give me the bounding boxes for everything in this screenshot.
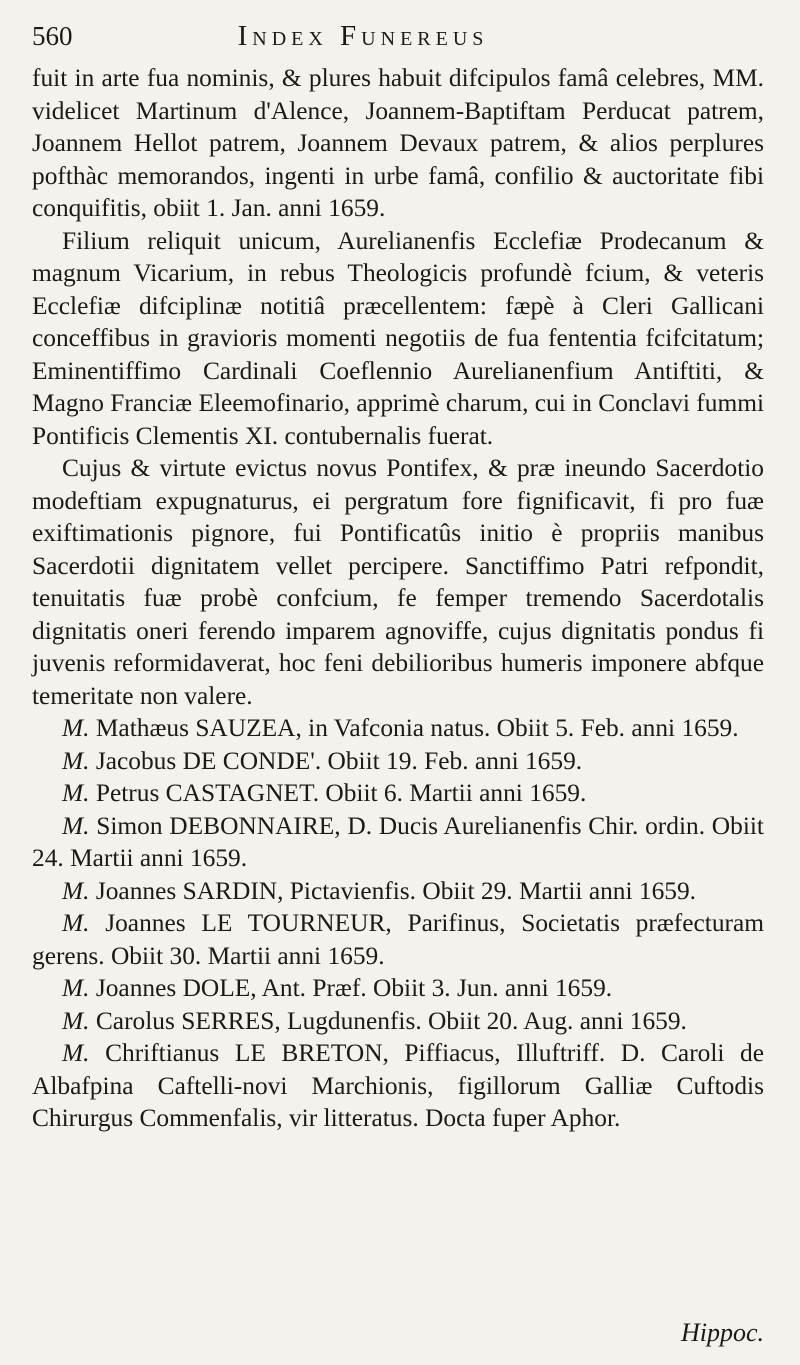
obituary-entry — [32, 972, 764, 1005]
paragraph: Filium reliquit unicum, Aurelianenfis Ecclefiæ Prodecanum & magnum Vicarium, in rebus Theologicis profundè fcium, & veteris Ecclefiæ difciplinæ notitiâ præcellentem: fæpè à Cleri Gallicani conceffibus in gravioris momenti negotiis de fua fententia fcifcitatum; Eminentiffimo Cardinali Coeflennio Aurelianenfium Antiftiti, & Magno Franciæ Eleemofinario, apprimè charum, cui in Conclavi fummi Pontificis Clementis XI. contubernalis fuerat. — [32, 226, 764, 450]
obituary-entry — [32, 1005, 764, 1038]
obituary-entry — [32, 745, 764, 778]
catchword: Hippoc. — [680, 1318, 764, 1347]
page-header — [32, 20, 764, 62]
entry-text: Joannes DOLE, Ant. Præf. Obiit 3. Jun. anni 1659. — [95, 974, 613, 1002]
entry-text: Jacobus DE CONDE'. Obiit 19. Feb. anni 1659. — [95, 746, 583, 775]
intro-paragraph: fuit in arte fua nominis, & plures habuit difcipulos famâ celebres, MM. videlicet Martinum d'Alence, Joannem-Baptiftam Perducat patrem, Joannem Hellot patrem, Joannem Devaux patrem, & alios perplures pofthàc memorandos, ingenti in urbe famâ, confilio & auctoritate fibi conquifitis, obiit 1. Jan. anni 1659. — [32, 64, 764, 222]
entry-title: M. — [62, 746, 90, 775]
entry-title: M. — [62, 876, 90, 905]
entry-title: M. — [62, 909, 90, 937]
entry-text: Chriftianus LE BRETON, Piffiacus, Illuftriff. D. Caroli de Albafpina Caftelli-novi Marchionis, figillorum Galliæ Cuftodis Chirurgus Commenfalis, vir litteratus. Docta fuper Aphor. — [32, 1039, 764, 1132]
obituary-entry — [32, 777, 764, 810]
entry-title: M. — [62, 811, 90, 840]
entry-title: M. — [62, 974, 90, 1002]
obituary-entry — [32, 712, 764, 745]
entry-text: Mathæus SAUZEA, in Vafconia natus. Obiit 5. Feb. anni 1659. — [95, 714, 739, 742]
paragraph: Cujus & virtute evictus novus Pontifex, & præ ineundo Sacerdotio modeftiam expugnaturus, ei pergratum fore fignificavit, fi pro fuæ exiftimationis pignore, fui Pontificatûs initio è propriis manibus Sacerdotii dignitatem vellet percipere. Sanctiffimo Patri refpondit, tenuitatis fuæ probè confcium, fe femper tremendo Sacerdotalis dignitatis oneri ferendo imparem agnoviffe, cujus dignitatis pondus fi juvenis reformidaverat, hoc feni debilioribus humeris imponere abfque temeritate non valere. — [32, 454, 764, 710]
running-head: Index Funereus — [237, 20, 489, 52]
entry-text: Joannes SARDIN, Pictavienfis. Obiit 29. Martii anni 1659. — [95, 876, 697, 905]
body-text — [32, 62, 764, 1135]
obituary-entry — [32, 907, 764, 972]
obituary-entry — [32, 1037, 764, 1135]
entry-text: Simon DEBONNAIRE, D. Ducis Aurelianenfis Chir. ordin. Obiit 24. Martii anni 1659. — [32, 811, 764, 872]
obituary-entry — [32, 875, 764, 908]
entry-text: Carolus SERRES, Lugdunenfis. Obiit 20. Aug. anni 1659. — [95, 1006, 687, 1035]
entry-title: M. — [62, 779, 90, 807]
page-number: 560 — [32, 21, 73, 51]
entry-text: Joannes LE TOURNEUR, Parifinus, Societatis præfecturam gerens. Obiit 30. Martii anni 1659. — [32, 909, 764, 970]
entry-title: M. — [62, 714, 90, 742]
obituary-entry — [32, 810, 764, 875]
entry-title: M. — [62, 1006, 90, 1035]
entry-text: Petrus CASTAGNET. Obiit 6. Martii anni 1659. — [95, 779, 587, 807]
entry-title: M. — [62, 1039, 90, 1067]
